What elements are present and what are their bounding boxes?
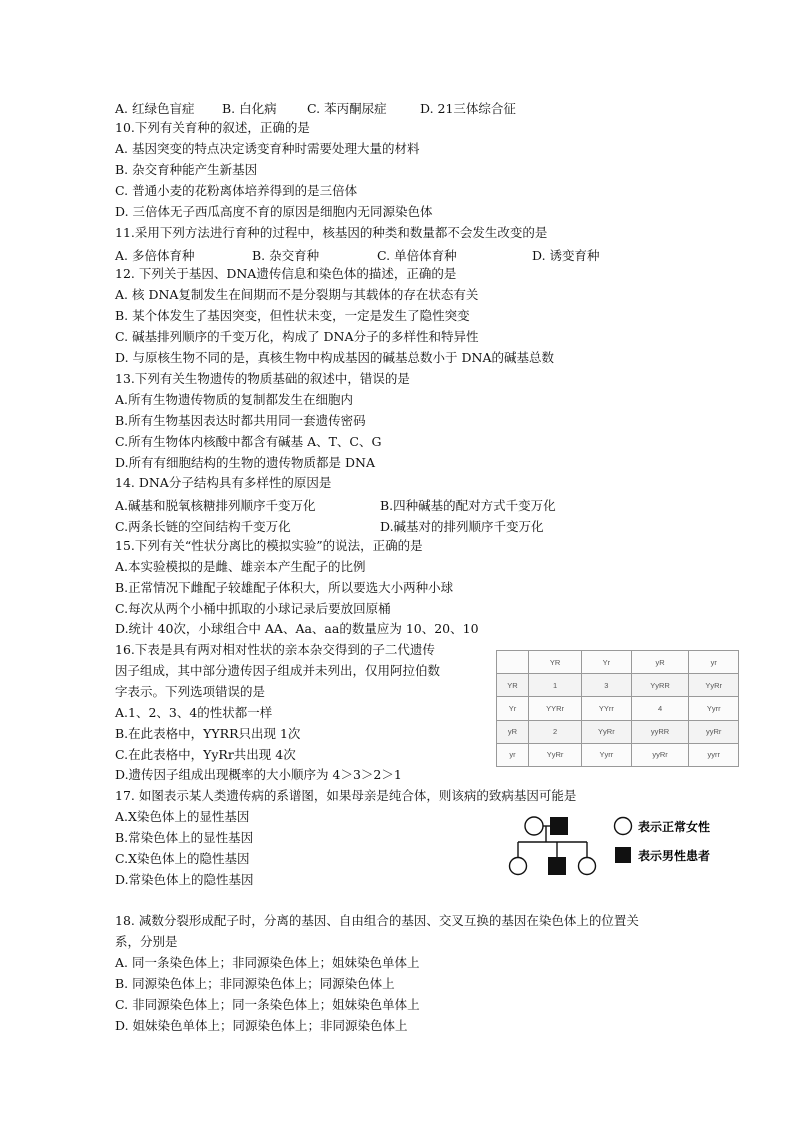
q18-option-c: C. 非同源染色体上；同一条染色体上；姐妹染色单体上 xyxy=(115,997,420,1012)
table-cell: 1 xyxy=(529,674,582,697)
q16-stem-line3: 字表示。下列选项错误的是 xyxy=(115,684,266,699)
table-cell: 2 xyxy=(529,720,582,743)
table-row xyxy=(497,697,739,720)
table-cell: Yyrr xyxy=(582,743,632,766)
q9-option-d: D. 21三体综合征 xyxy=(420,101,516,116)
q13-option-c: C.所有生物体内核酸中都含有碱基 A、T、C、G xyxy=(115,434,382,449)
father-affected-male-icon xyxy=(550,817,568,835)
table-row xyxy=(497,651,739,674)
q17-option-a: A.X染色体上的显性基因 xyxy=(115,809,250,824)
table-cell: Yyrr xyxy=(689,697,739,720)
q10-option-b: B. 杂交育种能产生新基因 xyxy=(115,162,258,177)
q10-option-d: D. 三倍体无子西瓜高度不育的原因是细胞内无同源染色体 xyxy=(115,204,433,219)
legend-female-normal: 表示正常女性 xyxy=(638,820,711,834)
table-cell: yR xyxy=(631,651,689,674)
q12-option-d: D. 与原核生物不同的是，真核生物中构成基因的碱基总数小于 DNA的碱基总数 xyxy=(115,350,554,365)
legend-circle-icon xyxy=(615,818,632,835)
q11-option-c: C. 单倍体育种 xyxy=(377,248,457,263)
table-row xyxy=(497,743,739,766)
q13-option-b: B.所有生物基因表达时都共用同一套遗传密码 xyxy=(115,413,366,428)
q14-option-d: D.碱基对的排列顺序千变万化 xyxy=(380,519,544,534)
q17-option-d: D.常染色体上的隐性基因 xyxy=(115,872,254,887)
q14-option-c: C.两条长链的空间结构千变万化 xyxy=(115,519,291,534)
q12-stem: 12. 下列关于基因、DNA遗传信息和染色体的描述，正确的是 xyxy=(115,266,457,281)
genotype-table xyxy=(496,650,739,767)
q13-stem: 13.下列有关生物遗传的物质基础的叙述中，错误的是 xyxy=(115,371,410,386)
q15-option-a: A.本实验模拟的是雌、雄亲本产生配子的比例 xyxy=(115,559,366,574)
q11-option-d: D. 诱变育种 xyxy=(532,248,600,263)
q9-option-a: A. 红绿色盲症 xyxy=(115,101,195,116)
table-cell: YyRr xyxy=(582,720,632,743)
legend-male-patient: 表示男性患者 xyxy=(638,849,711,863)
q12-option-a: A. 核 DNA复制发生在间期而不是分裂期与其载体的存在状态有关 xyxy=(115,287,479,302)
q17-option-c: C.X染色体上的隐性基因 xyxy=(115,851,250,866)
q11-option-b: B. 杂交育种 xyxy=(252,248,320,263)
q11-stem: 11.采用下列方法进行育种的过程中，核基因的种类和数量都不会发生改变的是 xyxy=(115,225,548,240)
q17-option-b: B.常染色体上的显性基因 xyxy=(115,830,254,845)
q9-option-c: C. 苯丙酮尿症 xyxy=(307,101,387,116)
table-cell: yyRR xyxy=(631,720,689,743)
q14-option-b: B.四种碱基的配对方式千变万化 xyxy=(380,498,556,513)
table-cell: yyRr xyxy=(689,720,739,743)
q15-option-b: B.正常情况下雌配子较雄配子体积大，所以要选大小两种小球 xyxy=(115,580,454,595)
q18-option-b: B. 同源染色体上；非同源染色体上；同源染色体上 xyxy=(115,976,395,991)
q18-option-a: A. 同一条染色体上；非同源染色体上；姐妹染色单体上 xyxy=(115,955,420,970)
q13-option-d: D.所有有细胞结构的生物的遗传物质都是 DNA xyxy=(115,455,376,470)
q18-stem-line1: 18. 减数分裂形成配子时，分离的基因、自由组合的基因、交叉互换的基因在染色体上的位置关 xyxy=(115,913,639,928)
q10-stem: 10.下列有关育种的叙述，正确的是 xyxy=(115,120,310,135)
q14-stem: 14. DNA分子结构具有多样性的原因是 xyxy=(115,475,332,490)
q16-option-c: C.在此表格中，YyRr共出现 4次 xyxy=(115,747,296,762)
table-cell: yr xyxy=(497,743,529,766)
q16-stem-line1: 16.下表是具有两对相对性状的亲本杂交得到的子二代遗传 xyxy=(115,642,435,657)
q15-option-d: D.统计 40次，小球组合中 AA、Aa、aa的数量应为 10、20、10 xyxy=(115,621,479,636)
table-cell: YyRR xyxy=(631,674,689,697)
q16-option-a: A.1、2、3、4的性状都一样 xyxy=(115,705,273,720)
table-cell: YR xyxy=(529,651,582,674)
q17-stem: 17. 如图表示某人类遗传病的系谱图，如果母亲是纯合体，则该病的致病基因可能是 xyxy=(115,788,577,803)
pedigree-diagram xyxy=(505,808,745,883)
mother-normal-female-icon xyxy=(525,817,543,835)
table-cell: 4 xyxy=(631,697,689,720)
q18-stem-line2: 系，分别是 xyxy=(115,934,178,949)
daughter-normal-female-icon xyxy=(510,858,527,875)
table-row xyxy=(497,720,739,743)
q16-option-b: B.在此表格中，YYRR只出现 1次 xyxy=(115,726,301,741)
table-cell: Yr xyxy=(497,697,529,720)
daughter-normal-female-icon xyxy=(579,858,596,875)
son-affected-male-icon xyxy=(548,857,566,875)
table-cell: YYrr xyxy=(582,697,632,720)
table-row xyxy=(497,674,739,697)
q15-stem: 15.下列有关“性状分离比的模拟实验”的说法，正确的是 xyxy=(115,538,423,553)
table-cell: yyrr xyxy=(689,743,739,766)
q10-option-c: C. 普通小麦的花粉离体培养得到的是三倍体 xyxy=(115,183,358,198)
q11-option-a: A. 多倍体育种 xyxy=(115,248,195,263)
table-cell: YR xyxy=(497,674,529,697)
q16-stem-line2: 因子组成，其中部分遗传因子组成并未列出，仅用阿拉伯数 xyxy=(115,663,441,678)
table-cell: yr xyxy=(689,651,739,674)
table-cell: YyRr xyxy=(689,674,739,697)
legend-square-icon xyxy=(615,847,631,863)
q10-option-a: A. 基因突变的特点决定诱变育种时需要处理大量的材料 xyxy=(115,141,420,156)
q13-option-a: A.所有生物遗传物质的复制都发生在细胞内 xyxy=(115,392,354,407)
table-cell xyxy=(497,651,529,674)
q12-option-c: C. 碱基排列顺序的千变万化，构成了 DNA分子的多样性和特异性 xyxy=(115,329,479,344)
table-cell: yyRr xyxy=(631,743,689,766)
table-cell: yR xyxy=(497,720,529,743)
q15-option-c: C.每次从两个小桶中抓取的小球记录后要放回原桶 xyxy=(115,601,391,616)
q18-option-d: D. 姐妹染色单体上；同源染色体上；非同源染色体上 xyxy=(115,1018,408,1033)
table-cell: YYRr xyxy=(529,697,582,720)
q12-option-b: B. 某个体发生了基因突变，但性状未变，一定是发生了隐性突变 xyxy=(115,308,470,323)
table-cell: 3 xyxy=(582,674,632,697)
table-cell: Yr xyxy=(582,651,632,674)
q16-option-d: D.遗传因子组成出现概率的大小顺序为 4＞3＞2＞1 xyxy=(115,767,402,782)
q9-option-b: B. 白化病 xyxy=(222,101,277,116)
table-cell: YyRr xyxy=(529,743,582,766)
q14-option-a: A.碱基和脱氧核糖排列顺序千变万化 xyxy=(115,498,316,513)
